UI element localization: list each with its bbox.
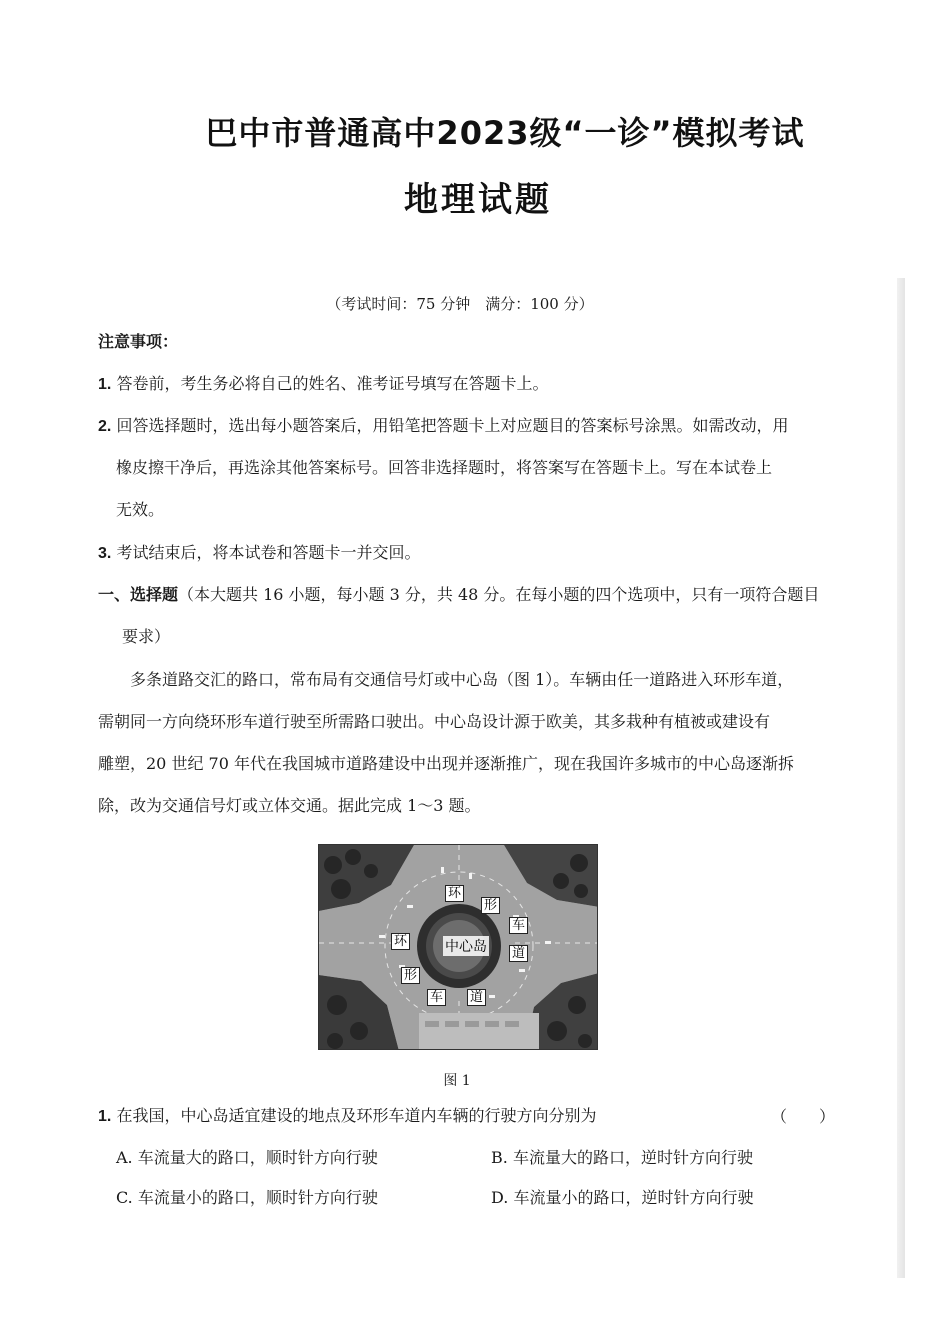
notice-item-3 <box>98 543 420 564</box>
passage-line-3: 雕塑，20 世纪 70 年代在我国城市道路建设中出现并逐渐推广，现在我国许多城市的中心岛逐渐拆 <box>98 754 794 773</box>
notice-item-2-line-3: 无效。 <box>116 500 165 519</box>
option-text: 车流量小的路口，顺时针方向行驶 <box>137 1188 378 1207</box>
passage-line-2: 需朝同一方向绕环形车道行驶至所需路口驶出。中心岛设计源于欧美，其多栽种有植被或建设有 <box>98 712 771 731</box>
notice-heading: 注意事项： <box>98 332 179 351</box>
page-edge <box>897 278 905 1278</box>
notice-item-text: 回答选择题时，选出每小题答案后，用铅笔把答题卡上对应题目的答案标号涂黑。如需改动，用 <box>116 416 789 435</box>
ring-lane-label: 环 <box>445 885 464 902</box>
answer-bracket: （ ） <box>771 1107 836 1126</box>
notice-item-2 <box>98 416 788 437</box>
section-title: 一、选择题 <box>98 585 179 604</box>
ring-lane-label: 形 <box>481 897 500 914</box>
notice-item-number: 3. <box>98 545 112 562</box>
section-description: （本大题共 16 小题，每小题 3 分，共 48 分。在每小题的四个选项中，只有一项符合题目 <box>178 585 820 604</box>
exam-info: （考试时间：75 分钟 满分：100 分） <box>326 295 594 313</box>
question-text: 在我国，中心岛适宜建设的地点及环形车道内车辆的行驶方向分别为 <box>116 1106 597 1125</box>
option-text: 车流量大的路口，逆时针方向行驶 <box>512 1148 753 1167</box>
exam-title: 巴中市普通高中2023级“一诊”模拟考试 <box>205 114 805 152</box>
option-d <box>491 1188 753 1208</box>
passage-line-4: 除，改为交通信号灯或立体交通。据此完成 1～3 题。 <box>98 796 481 815</box>
subject-title: 地理试题 <box>404 180 552 220</box>
figure-caption: 图 1 <box>443 1073 471 1089</box>
option-c <box>116 1188 378 1208</box>
ring-lane-label: 形 <box>401 967 420 984</box>
roundabout-photo <box>318 844 598 1050</box>
section-description-line-2: 要求） <box>122 627 171 646</box>
question-number: 1. <box>98 1108 112 1125</box>
notice-item-number: 1. <box>98 376 112 393</box>
option-text: 车流量大的路口，顺时针方向行驶 <box>137 1148 378 1167</box>
notice-item-text: 答卷前，考生务必将自己的姓名、准考证号填写在答题卡上。 <box>116 374 549 393</box>
notice-item-text: 考试结束后，将本试卷和答题卡一并交回。 <box>116 543 421 562</box>
notice-item-number: 2. <box>98 418 112 435</box>
ring-lane-label: 环 <box>391 933 410 950</box>
ring-lane-label: 道 <box>509 945 528 962</box>
option-letter: B. <box>491 1148 508 1167</box>
notice-item-1 <box>98 374 548 395</box>
question-1-stem <box>98 1106 596 1127</box>
notice-item-2-line-2: 橡皮擦干净后，再选涂其他答案标号。回答非选择题时，将答案写在答题卡上。写在本试卷上 <box>116 458 773 477</box>
option-letter: D. <box>491 1188 509 1207</box>
ring-lane-label: 车 <box>427 989 446 1006</box>
option-letter: C. <box>116 1188 133 1207</box>
section-header <box>98 585 819 605</box>
option-b <box>491 1148 753 1168</box>
passage-line-1: 多条道路交汇的路口，常布局有交通信号灯或中心岛（图 1）。车辆由任一道路进入环形车道， <box>130 670 794 689</box>
option-text: 车流量小的路口，逆时针方向行驶 <box>513 1188 754 1207</box>
center-island-label: 中心岛 <box>443 936 489 956</box>
ring-lane-label: 车 <box>509 917 528 934</box>
option-letter: A. <box>116 1148 133 1167</box>
option-a <box>116 1148 378 1168</box>
ring-lane-label: 道 <box>467 989 486 1006</box>
